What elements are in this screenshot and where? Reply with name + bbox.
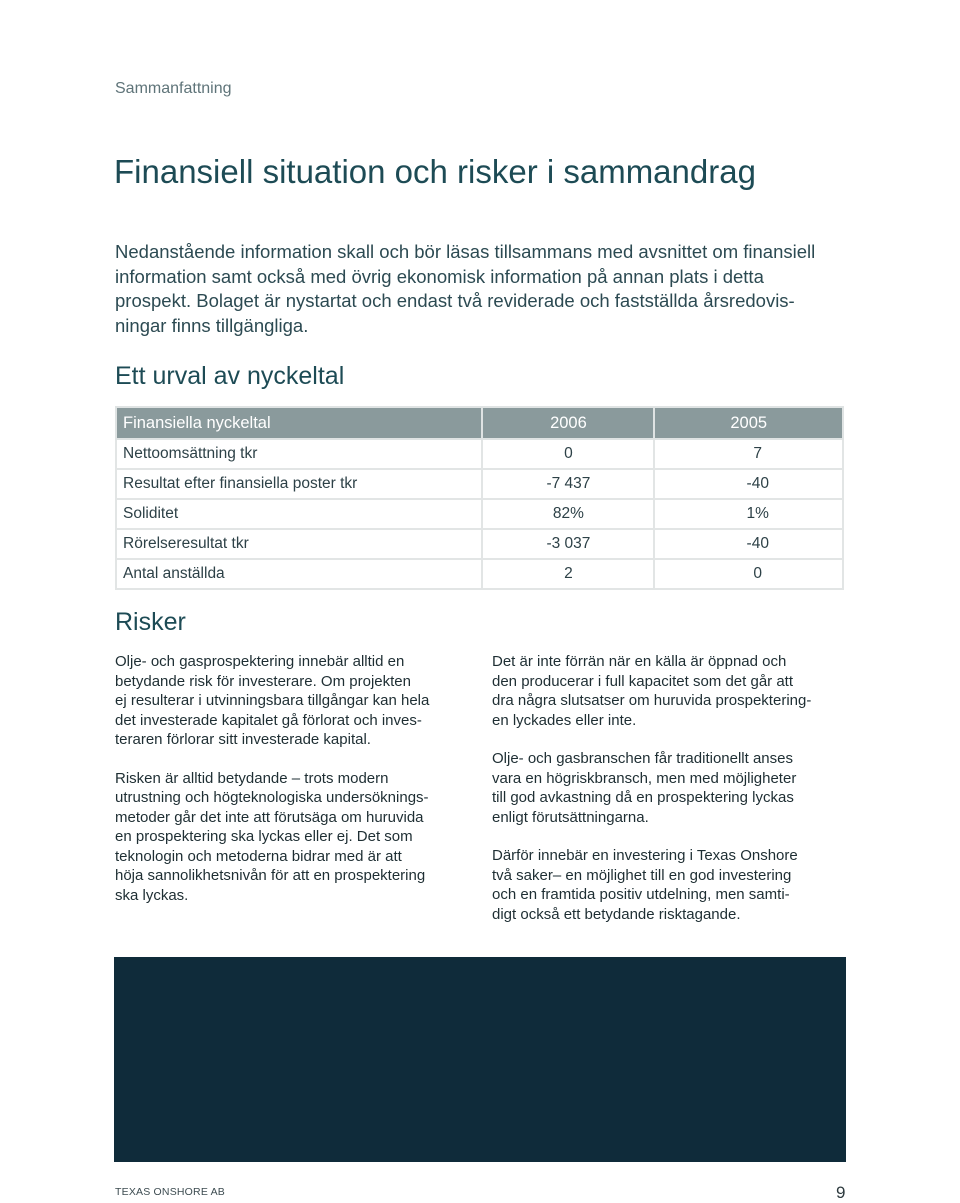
text-line: utrustning och högteknologiska undersöknings- <box>115 789 429 806</box>
intro-paragraph <box>115 240 850 338</box>
kpi-value-cell: 82% <box>482 499 654 529</box>
text-line: digt också ett betydande risktagande. <box>492 905 741 923</box>
text-line: Olje- och gasprospektering innebär alltid en <box>115 653 405 670</box>
text-line: teraren förlorar sitt investerade kapital. <box>115 731 371 748</box>
risk-paragraph <box>115 652 475 750</box>
kpi-label-cell: Resultat efter finansiella poster tkr <box>116 469 482 499</box>
text-line: den producerar i full kapacitet som det går att <box>492 672 793 690</box>
kpi-label-cell: Nettoomsättning tkr <box>116 439 482 469</box>
kpi-column-header: Finansiella nyckeltal <box>116 407 482 439</box>
text-line: det investerade kapitalet gå förlorat och inves- <box>115 711 422 729</box>
kpi-column-header: 2006 <box>482 407 654 439</box>
text-line: Därför innebär en investering i Texas Onshore <box>492 847 798 864</box>
text-line: ej resulterar i utvinningsbara tillgångar kan hela <box>115 692 430 709</box>
kpi-label-cell: Rörelseresultat tkr <box>116 529 482 559</box>
text-line: teknologin och metoderna bidrar med är att <box>115 847 402 865</box>
text-line: enligt förutsättningarna. <box>492 808 649 826</box>
footer-company-name: TEXAS ONSHORE AB <box>115 1186 225 1198</box>
text-line: två saker– en möjlighet till en god investering <box>492 866 792 884</box>
risk-paragraph <box>492 749 852 827</box>
image-placeholder-block <box>114 957 846 1162</box>
risk-paragraph <box>115 769 475 906</box>
kpi-value-cell: 2 <box>482 559 654 589</box>
kpi-label-cell: Soliditet <box>116 499 482 529</box>
text-line: Risken är alltid betydande – trots modern <box>115 769 389 787</box>
risks-heading: Risker <box>115 608 186 636</box>
section-label: Sammanfattning <box>115 80 232 97</box>
table-row <box>116 529 843 559</box>
intro-line: Nedanstående information skall och bör läsas tillsammans med avsnittet om finansiell <box>115 241 816 262</box>
risks-right-column <box>492 652 852 943</box>
page-number: 9 <box>836 1183 846 1202</box>
kpi-value-cell: -7 437 <box>482 469 654 499</box>
risks-left-column <box>115 652 475 924</box>
text-line: till god avkastning då en prospektering lyckas <box>492 789 794 806</box>
text-line: en prospektering ska lyckas eller ej. Det som <box>115 828 413 845</box>
kpi-value-cell: -3 037 <box>482 529 654 559</box>
kpi-header-row <box>116 407 843 439</box>
text-line: vara en högriskbransch, men med möjligheter <box>492 769 797 787</box>
text-line: Det är inte förrän när en källa är öppnad och <box>492 653 787 670</box>
kpi-value-cell: 1% <box>654 499 843 529</box>
text-line: höja sannolikhetsnivån för att en prospektering <box>115 867 426 884</box>
kpi-value-cell: 7 <box>654 439 843 469</box>
text-line: Olje- och gasbranschen får traditionellt anses <box>492 750 793 767</box>
kpi-column-header: 2005 <box>654 407 843 439</box>
text-line: ska lyckas. <box>115 886 189 904</box>
kpi-label-cell: Antal anställda <box>116 559 482 589</box>
kpi-table <box>115 406 844 590</box>
intro-line: prospekt. Bolaget är nystartat och endast två reviderade och fastställda årsredovis- <box>115 290 795 311</box>
text-line: metoder går det inte att förutsäga om huruvida <box>115 808 424 826</box>
kpi-value-cell: 0 <box>654 559 843 589</box>
kpi-value-cell: -40 <box>654 529 843 559</box>
intro-line: information samt också med övrig ekonomisk information på annan plats i detta <box>115 265 764 287</box>
risk-paragraph <box>492 652 852 730</box>
page-title: Finansiell situation och risker i sammandrag <box>114 153 756 190</box>
table-row <box>116 469 843 499</box>
text-line: och en framtida positiv utdelning, men samti- <box>492 886 790 903</box>
table-row <box>116 559 843 589</box>
kpi-heading: Ett urval av nyckeltal <box>115 362 345 390</box>
text-line: dra några slutsatser om huruvida prospektering- <box>492 692 812 709</box>
risk-paragraph <box>492 846 852 924</box>
table-row <box>116 499 843 529</box>
intro-line: ningar finns tillgängliga. <box>115 314 309 336</box>
kpi-value-cell: -40 <box>654 469 843 499</box>
text-line: en lyckades eller inte. <box>492 711 637 729</box>
text-line: betydande risk för investerare. Om projekten <box>115 672 411 690</box>
table-row <box>116 439 843 469</box>
kpi-value-cell: 0 <box>482 439 654 469</box>
